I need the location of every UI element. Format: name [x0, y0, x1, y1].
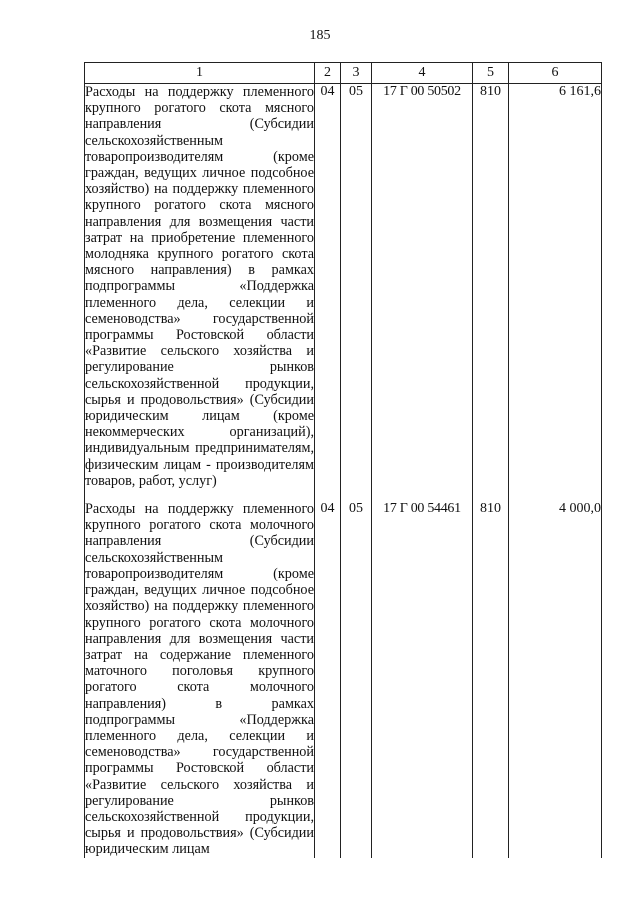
- section-code: 04: [315, 84, 341, 490]
- expense-type-code: 810: [473, 84, 509, 490]
- column-header: 2: [315, 63, 341, 84]
- amount: 4 000,0: [509, 489, 602, 857]
- column-header: 3: [341, 63, 372, 84]
- table-row: [85, 489, 602, 857]
- table-row: [85, 84, 602, 490]
- target-article-code: 17 Г 00 50502: [372, 84, 473, 490]
- column-header: 5: [473, 63, 509, 84]
- column-header: 1: [85, 63, 315, 84]
- target-article-code: 17 Г 00 54461: [372, 489, 473, 857]
- row-description: Расходы на поддержку племенного крупного рогатого скота молочного направления (Субсидии сельскохозяйственным товаропроизводителям (кроме граждан, ведущих личное подсобное хозяйство) на поддержку племенного крупного рогатого скота молочного направления для возмещения части затрат на содержание племенного маточного поголовья крупного рогатого скота молочного направления) в рамках подпрограммы «Поддержка племенного дела, селекции и семеноводства» государственной программы Ростовской области «Развитие сельского хозяйства и регулирование рынков сельскохозяйственной продукции, сырья и продовольствия» (Субсидии юридическим лицам: [85, 489, 315, 857]
- table-header-row: [85, 63, 602, 84]
- subsection-code: 05: [341, 84, 372, 490]
- row-description: Расходы на поддержку племенного крупного рогатого скота мясного направления (Субсидии сельскохозяйственным товаропроизводителям (кроме граждан, ведущих личное подсобное хозяйство) на поддержку племенного крупного рогатого скота мясного направления для возмещения части затрат на приобретение племенного молодняка крупного рогатого скота мясного направления) в рамках подпрограммы «Поддержка племенного дела, селекции и семеноводства» государственной программы Ростовской области «Развитие сельского хозяйства и регулирование рынков сельскохозяйственной продукции, сырья и продовольствия» (Субсидии юридическим лицам (кроме некоммерческих организаций), индивидуальным предпринимателям, физическим лицам - производителям товаров, работ, услуг): [85, 84, 314, 489]
- column-header: 6: [509, 63, 602, 84]
- subsection-code: 05: [341, 489, 372, 857]
- page-number: 185: [309, 28, 331, 43]
- section-code: 04: [315, 489, 341, 857]
- expense-type-code: 810: [473, 489, 509, 857]
- budget-table: [84, 62, 602, 858]
- column-header: 4: [372, 63, 473, 84]
- amount: 6 161,6: [509, 84, 602, 490]
